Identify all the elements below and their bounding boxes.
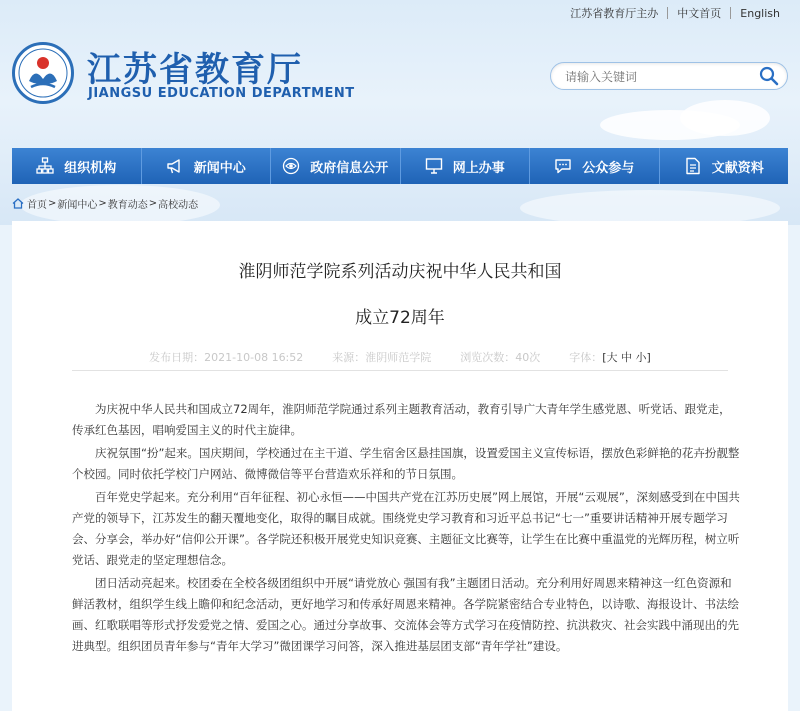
source-label: 来源： xyxy=(332,351,366,364)
site-subtitle: JIANGSU EDUCATION DEPARTMENT xyxy=(88,86,355,101)
breadcrumb-separator: > xyxy=(48,198,57,209)
search-icon[interactable] xyxy=(759,66,779,86)
nav-item-info-disclosure[interactable] xyxy=(271,148,401,184)
top-links xyxy=(570,5,780,21)
breadcrumb-separator: > xyxy=(98,198,107,209)
header-background xyxy=(0,0,800,225)
nav-label: 网上办事 xyxy=(452,160,505,176)
nav-item-public-participation[interactable] xyxy=(530,148,660,184)
article-body xyxy=(72,399,742,659)
nav-item-news[interactable] xyxy=(142,148,272,184)
article-paragraph: 团日活动亮起来。校团委在全校各级团组织中开展“请党放心 强国有我”主题团日活动。充分利用好周恩来精神这一红色资源和鲜活教材，组织学生线上瞻仰和纪念活动，更好地学习和传承好周恩来精神。各学院紧密结合专业特色，以诗歌、海报设计、书法绘画、红歌联唱等形式抒发爱党之情、爱国之心。通过分享故事、交流体会等方式学习在疫情防控、抗洪救灾、社会实践中涌现出的先进典型。组织团员青年参与“青年大学习”微团课学习问答，深入推进基层团支部“青年学社”建设。 xyxy=(72,576,739,653)
cloud-decoration xyxy=(680,100,770,136)
document-icon xyxy=(684,157,702,175)
breadcrumb-separator: > xyxy=(148,198,158,209)
nav-item-online-service[interactable] xyxy=(401,148,531,184)
nav-label: 文献资料 xyxy=(711,160,764,176)
article-paragraph: 为庆祝中华人民共和国成立72周年，淮阴师范学院通过系列主题教育活动，教育引导广大青年学生感党恩、听党话、跟党走，传承红色基因，唱响爱国主义的时代主旋律。 xyxy=(72,402,731,437)
breadcrumb-item-home[interactable]: 首页 xyxy=(27,200,47,211)
publish-label: 发布日期： xyxy=(149,351,205,364)
nav-item-organization[interactable] xyxy=(12,148,142,184)
nav-label: 公众参与 xyxy=(582,160,635,176)
home-icon xyxy=(12,198,24,209)
fontsize-switcher[interactable]: [大 中 小] xyxy=(602,351,651,364)
eye-icon xyxy=(282,157,300,175)
logo-emblem-icon[interactable] xyxy=(12,42,74,104)
chat-bubble-icon xyxy=(554,157,572,175)
views-label: 浏览次数： xyxy=(460,351,516,364)
nav-label: 组织机构 xyxy=(64,160,117,176)
nav-label: 新闻中心 xyxy=(193,160,246,176)
main-nav xyxy=(12,148,788,184)
sponsor-link[interactable]: 江苏省教育厅主办 xyxy=(570,7,659,20)
article-title-line1: 淮阴师范学院系列活动庆祝中华人民共和国 xyxy=(238,262,562,282)
chinese-home-link[interactable]: 中文首页 xyxy=(677,7,722,20)
article-panel xyxy=(12,221,788,711)
site-title: 江苏省教育厅 xyxy=(87,50,303,90)
search-input[interactable] xyxy=(563,67,747,87)
breadcrumb-item-news[interactable]: 新闻中心 xyxy=(57,200,98,211)
source-value: 淮阴师范学院 xyxy=(365,351,432,364)
article-paragraph: 百年党史学起来。充分利用“百年征程、初心永恒——中国共产党在江苏历史展”网上展馆，开展“云观展”，深刻感受到在中国共产党的领导下，江苏发生的翻天覆地变化，取得的瞩目成就。围绕党史学习教育和习近平总书记“七一”重要讲话精神开展专题学习会、分享会，举办好“信仰公开课”。各学院还积极开展党史知识竞赛、主题征文比赛等，让学生在比赛中重温党的光辉历程，树立听党话、跟党走的坚定理想信念。 xyxy=(72,490,740,567)
monitor-icon xyxy=(425,157,443,175)
breadcrumb xyxy=(12,196,198,211)
divider xyxy=(730,7,731,19)
publish-date: 2021-10-08 16:52 xyxy=(204,351,304,364)
views-count: 40次 xyxy=(515,351,541,364)
org-chart-icon xyxy=(36,157,54,175)
meta-divider xyxy=(72,370,728,371)
english-link[interactable]: English xyxy=(740,6,780,20)
divider xyxy=(667,7,668,19)
article-title-line2: 成立72周年 xyxy=(355,308,445,328)
nav-label: 政府信息公开 xyxy=(310,160,389,176)
article-paragraph: 庆祝氛围“扮”起来。国庆期间，学校通过在主干道、学生宿舍区悬挂国旗，设置爱国主义宣传标语，摆放色彩鲜艳的花卉扮靓整个校园。同时依托学校门户网站、微博微信等平台营造欢乐祥和的节日氛围。 xyxy=(72,446,740,481)
megaphone-icon xyxy=(166,157,184,175)
breadcrumb-item-education-news[interactable]: 教育动态 xyxy=(107,200,148,211)
breadcrumb-item-university-news[interactable]: 高校动态 xyxy=(158,200,199,211)
fontsize-label: 字体： xyxy=(569,351,603,364)
search-box xyxy=(550,62,788,90)
article-meta xyxy=(12,349,788,365)
nav-item-documents[interactable] xyxy=(660,148,789,184)
